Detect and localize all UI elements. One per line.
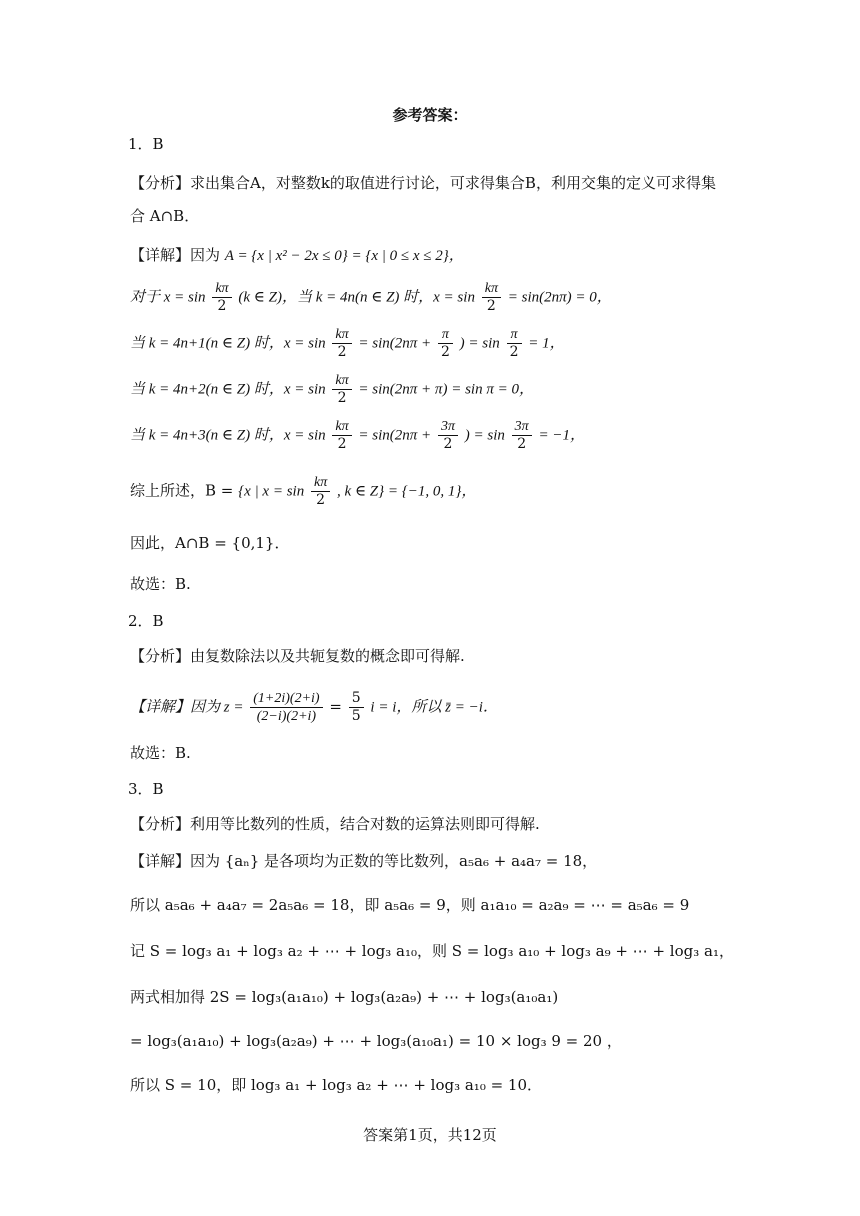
q3-detail: 【详解】因为 {aₙ} 是各项均为正数的等比数列，a₅a₆ + a₄a₇ = 18， <box>130 852 598 870</box>
q1-detail-prefix: 【详解】因为 <box>130 246 221 264</box>
q1-set-a: A = {x | x² − 2x ≤ 0} = {x | 0 ≤ x ≤ 2}， <box>224 248 464 264</box>
fraction-kpi-over-2: $\frac{k\pi}{2}$ <box>332 418 351 453</box>
fraction-kpi-over-2: $\frac{k\pi}{2}$ <box>332 326 351 361</box>
q1-for-prefix: 对于 x = sin <box>130 289 206 306</box>
q1-case1-end: = 1， <box>528 335 565 352</box>
q1-therefore: 因此，A∩B = {0,1}． <box>130 534 290 552</box>
q2-number: 2．B <box>128 612 164 630</box>
fraction-3pi-over-2: $\frac{3\pi}{2}$ <box>512 418 532 453</box>
q1-case3-prefix: 当 k = 4n+3(n ∈ Z) 时，x = sin <box>130 427 326 444</box>
q1-case3-mid: = sin(2nπ + <box>358 427 432 444</box>
q2-detail-prefix: 【详解】因为 z = <box>130 699 244 716</box>
q2-analysis: 【分析】由复数除法以及共轭复数的概念即可得解. <box>130 647 465 665</box>
fraction-kpi-over-2: $\frac{k\pi}{2}$ <box>311 474 330 509</box>
q1-case3-mid2: ) = sin <box>464 427 505 444</box>
q1-number: 1．B <box>128 135 164 153</box>
fraction-3pi-over-2: $\frac{3\pi}{2}$ <box>438 418 458 453</box>
q3-line4: 两式相加得 2S = log₃(a₁a₁₀) + log₃(a₂a₉) + ⋯ + log₃(a₁₀a₁) <box>130 988 559 1006</box>
fraction-kpi-over-2: $\frac{k\pi}{2}$ <box>482 280 501 315</box>
q1-summary-close: , k ∈ Z} = {−1, 0, 1}， <box>337 483 477 500</box>
q3-line2: 所以 a₅a₆ + a₄a₇ = 2a₅a₆ = 18，即 a₅a₆ = 9，则 a₁a₁₀ = a₂a₉ = ⋯ = a₅a₆ = 9 <box>130 896 690 914</box>
q3-line6: 所以 S = 10，即 log₃ a₁ + log₃ a₂ + ⋯ + log₃ a₁₀ = 10． <box>130 1076 543 1094</box>
q2-choose: 故选：B. <box>130 744 191 762</box>
q1-for-line <box>130 280 612 315</box>
q1-case3 <box>130 418 585 453</box>
q2-fraction: $\frac{(1+2i)(2+i)}{(2-i)(2+i)}$ <box>250 690 322 725</box>
q2-mid: = <box>329 697 342 716</box>
fraction-kpi-over-2: $\frac{k\pi}{2}$ <box>212 280 231 315</box>
q3-analysis: 【分析】利用等比数列的性质，结合对数的运算法则即可得解. <box>130 815 540 833</box>
q1-for-mid: (k ∈ Z)，当 k = 4n(n ∈ Z) 时，x = sin <box>238 289 475 306</box>
fraction-pi-over-2: $\frac{\pi}{2}$ <box>438 326 453 361</box>
q1-detail <box>130 244 464 267</box>
q1-case2-end: = sin(2nπ + π) = sin π = 0， <box>358 381 534 398</box>
q1-case2 <box>130 372 534 407</box>
q1-case1-prefix: 当 k = 4n+1(n ∈ Z) 时，x = sin <box>130 335 326 352</box>
q1-case1-mid: = sin(2nπ + <box>358 335 432 352</box>
q1-analysis: 【分析】求出集合A，对整数k的取值进行讨论，可求得集合B，利用交集的定义可求得集 <box>130 174 716 192</box>
page-title: 参考答案： <box>392 106 468 124</box>
q1-for-end: = sin(2nπ) = 0， <box>507 289 612 306</box>
q3-number: 3．B <box>128 780 164 798</box>
q2-end: i = i，所以 z̄ = −i． <box>370 699 498 716</box>
q1-summary <box>130 474 476 509</box>
q3-line5: = log₃(a₁a₁₀) + log₃(a₂a₉) + ⋯ + log₃(a₁₀a₁) = 10 × log₃ 9 = 20 ， <box>130 1032 622 1050</box>
page-footer: 答案第1页，共12页 <box>363 1126 497 1144</box>
fraction-pi-over-2: $\frac{\pi}{2}$ <box>507 326 522 361</box>
q1-choose: 故选：B. <box>130 575 191 593</box>
q1-case1 <box>130 326 565 361</box>
fraction-kpi-over-2: $\frac{k\pi}{2}$ <box>332 372 351 407</box>
q1-analysis-cont: 合 A∩B． <box>130 207 200 225</box>
q2-fraction-5-5: $\frac{5}{5}$ <box>349 690 364 725</box>
q1-case2-prefix: 当 k = 4n+2(n ∈ Z) 时，x = sin <box>130 381 326 398</box>
q1-case3-end: = −1， <box>538 427 585 444</box>
q1-summary-prefix: 综上所述，B = <box>130 481 234 500</box>
q2-detail <box>130 690 498 725</box>
q1-summary-open: {x | x = sin <box>238 483 305 500</box>
q1-case1-mid2: ) = sin <box>459 335 500 352</box>
q3-line3: 记 S = log₃ a₁ + log₃ a₂ + ⋯ + log₃ a₁₀，则 S = log₃ a₁₀ + log₃ a₉ + ⋯ + log₃ a₁， <box>130 942 734 960</box>
